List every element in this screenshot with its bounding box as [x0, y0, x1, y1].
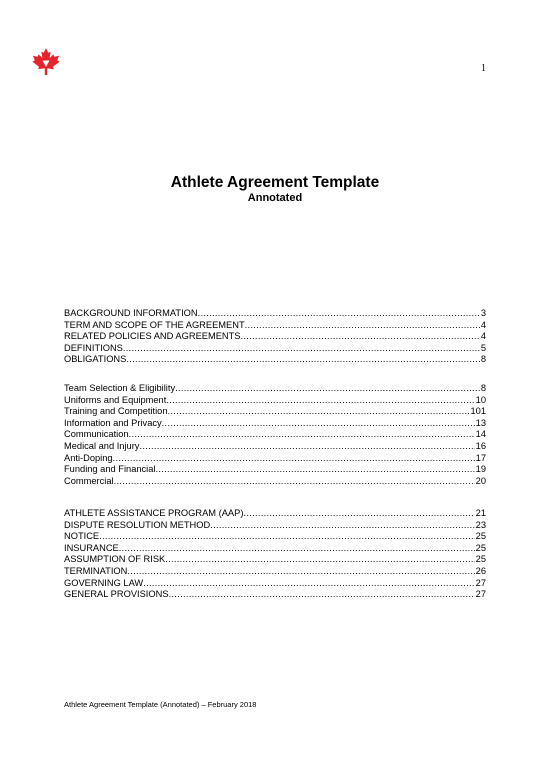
- toc-entry-page: 27: [475, 589, 486, 600]
- toc-dot-leader: [241, 331, 480, 343]
- toc-entry-page: 25: [475, 531, 486, 542]
- toc-entry-label: ASSUMPTION OF RISK: [64, 554, 166, 565]
- toc-group-provisions: [64, 508, 486, 601]
- toc-entry-page: 14: [475, 429, 486, 440]
- toc-entry-page: 10: [475, 394, 486, 405]
- toc-entry[interactable]: [64, 441, 486, 453]
- toc-dot-leader: [99, 531, 475, 543]
- toc-entry-page: 27: [475, 577, 486, 588]
- toc-dot-leader: [113, 453, 475, 465]
- document-title: Athlete Agreement Template: [170, 174, 380, 191]
- toc-dot-leader: [210, 520, 474, 532]
- toc-entry-page: 25: [475, 542, 486, 553]
- toc-entry-label: Uniforms and Equipment: [64, 394, 167, 405]
- toc-entry-page: 3: [480, 308, 486, 318]
- toc-entry-label: DEFINITIONS: [64, 342, 123, 353]
- toc-entry-page: 19: [475, 464, 486, 475]
- toc-entry[interactable]: [64, 543, 486, 555]
- toc-entry[interactable]: [64, 464, 486, 476]
- toc-entry[interactable]: [64, 566, 486, 578]
- toc-entry[interactable]: [64, 554, 486, 566]
- toc-dot-leader: [168, 406, 470, 418]
- toc-entry-label: RELATED POLICIES AND AGREEMENTS: [64, 331, 241, 342]
- maple-leaf-icon: [31, 47, 61, 77]
- toc-entry[interactable]: [64, 520, 486, 532]
- toc-entry-label: ATHLETE ASSISTANCE PROGRAM (AAP): [64, 508, 244, 518]
- toc-entry-page: 20: [475, 475, 486, 486]
- toc-entry-page: 5: [480, 342, 486, 353]
- toc-entry-label: GOVERNING LAW: [64, 577, 144, 588]
- toc-dot-leader: [143, 578, 474, 590]
- toc-dot-leader: [123, 343, 480, 355]
- toc-entry-label: Training and Competition: [64, 406, 168, 417]
- toc-entry[interactable]: [64, 320, 486, 332]
- toc-entry-page: 17: [475, 452, 486, 463]
- toc-dot-leader: [169, 589, 475, 601]
- toc-entry-label: Team Selection & Eligibility: [64, 383, 176, 393]
- toc-entry-page: 21: [475, 508, 486, 518]
- toc-group-main: [64, 308, 486, 366]
- toc-entry-page: 26: [475, 565, 486, 576]
- footer-text: Athlete Agreement Template (Annotated) – February 2018: [64, 700, 257, 709]
- toc-entry-page: 101: [470, 406, 486, 417]
- toc-entry-label: Information and Privacy: [64, 417, 162, 428]
- toc-dot-leader: [139, 441, 474, 453]
- toc-dot-leader: [127, 566, 474, 578]
- toc-entry-label: OBLIGATIONS: [64, 354, 127, 365]
- toc-dot-leader: [165, 554, 474, 566]
- toc-dot-leader: [129, 429, 475, 441]
- toc-entry[interactable]: [64, 331, 486, 343]
- toc-entry-page: 4: [480, 319, 486, 330]
- page-number: 1: [481, 63, 486, 74]
- toc-entry[interactable]: [64, 418, 486, 430]
- toc-entry-label: Commercial: [64, 475, 114, 486]
- toc-entry[interactable]: [64, 429, 486, 441]
- toc-entry[interactable]: [64, 354, 486, 366]
- toc-entry[interactable]: [64, 589, 486, 601]
- toc-entry[interactable]: [64, 308, 486, 320]
- toc-dot-leader: [155, 464, 474, 476]
- toc-entry-page: 23: [475, 519, 486, 530]
- toc-dot-leader: [175, 383, 480, 395]
- toc-entry-label: Medical and Injury: [64, 440, 140, 451]
- toc-group-obligations: [64, 383, 486, 487]
- toc-entry-label: Funding and Financial: [64, 464, 156, 475]
- toc-entry[interactable]: [64, 508, 486, 520]
- toc-entry[interactable]: [64, 383, 486, 395]
- document-subtitle: Annotated: [247, 192, 303, 204]
- toc-entry-page: 4: [480, 331, 486, 342]
- toc-entry-page: 25: [475, 554, 486, 565]
- toc-entry[interactable]: [64, 343, 486, 355]
- toc-entry-page: 8: [480, 354, 486, 365]
- toc-entry-label: TERM AND SCOPE OF THE AGREEMENT: [64, 319, 245, 330]
- toc-entry-label: TERMINATION: [64, 565, 128, 576]
- toc-entry-label: DISPUTE RESOLUTION METHOD: [64, 519, 211, 530]
- toc-entry[interactable]: [64, 395, 486, 407]
- toc-entry[interactable]: [64, 578, 486, 590]
- toc-dot-leader: [126, 354, 479, 366]
- toc-dot-leader: [119, 543, 475, 555]
- toc-entry-page: 8: [480, 383, 486, 393]
- toc-entry-page: 13: [475, 417, 486, 428]
- toc-entry-label: Anti-Doping: [64, 452, 113, 463]
- toc-dot-leader: [245, 320, 480, 332]
- toc-entry-label: Communication: [64, 429, 129, 440]
- toc-entry[interactable]: [64, 476, 486, 488]
- toc-entry[interactable]: [64, 406, 486, 418]
- toc-dot-leader: [162, 418, 475, 430]
- toc-entry[interactable]: [64, 531, 486, 543]
- toc-entry-page: 16: [475, 440, 486, 451]
- toc-entry-label: GENERAL PROVISIONS: [64, 589, 169, 600]
- title-block: [0, 174, 550, 205]
- toc-dot-leader: [166, 395, 474, 407]
- toc-dot-leader: [198, 308, 480, 320]
- toc-entry-label: NOTICE: [64, 531, 100, 542]
- toc-dot-leader: [243, 508, 474, 520]
- toc-dot-leader: [114, 476, 475, 488]
- toc-entry[interactable]: [64, 453, 486, 465]
- toc-entry-label: BACKGROUND INFORMATION: [64, 308, 198, 318]
- toc-entry-label: INSURANCE: [64, 542, 119, 553]
